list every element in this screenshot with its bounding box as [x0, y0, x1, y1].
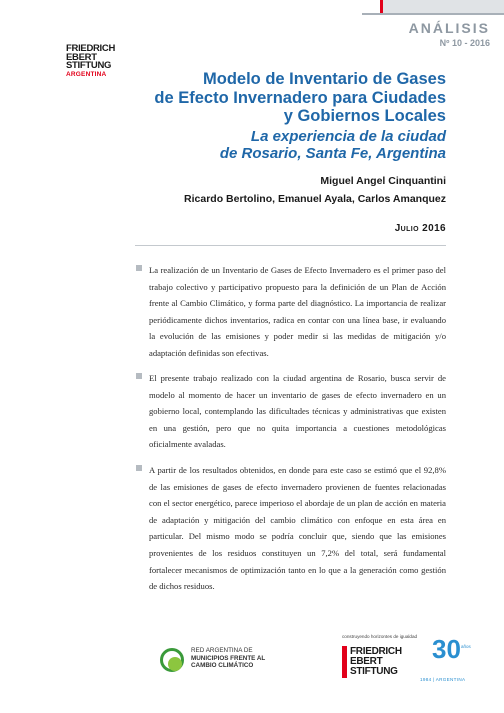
- issue-number: Nº 10 - 2016: [439, 38, 490, 48]
- anniversary-unit: años: [461, 644, 471, 649]
- red-logo-line-3: CAMBIO CLIMÁTICO: [191, 662, 254, 670]
- red-logo-line-2: MUNICIPIOS FRENTE AL: [191, 654, 266, 662]
- anniversary-range: 1984 | ARGENTINA: [420, 677, 466, 682]
- main-author: Miguel Angel Cinquantini: [320, 175, 446, 187]
- section-label: ANÁLISIS: [408, 20, 490, 36]
- header-tab-accent: [380, 0, 383, 14]
- red-municipios-logo: [160, 647, 320, 683]
- bullet-square-icon: [136, 373, 142, 379]
- subtitle-line-2: de Rosario, Santa Fe, Argentina: [219, 145, 446, 162]
- bullet-square-icon: [136, 465, 142, 471]
- anniversary-number: 30: [432, 634, 461, 664]
- header-rule: [362, 13, 504, 15]
- paragraph-text: La realización de un Inventario de Gases de Efecto Invernadero es el primer paso del trabajo colectivo y participativo propuesto para la definición de un Plan de Acción frente al Cambio Climático, y forma parte del diagnóstico. La importancia de realizar periódicamente dichos inventarios, radica en contar con una línea base, ir evaluando la evolución de las emisiones y poder medir si las medidas de mitigación y/o adaptación definidas son efectivas.: [149, 265, 446, 358]
- fes-red-bar: [342, 646, 347, 678]
- globe-icon: [160, 648, 184, 672]
- fes-logo-word-1: FRIEDRICH: [66, 43, 116, 54]
- fes-word-3: STIFTUNG: [350, 666, 398, 677]
- fes-30-years-logo: [342, 634, 478, 690]
- co-authors: Ricardo Bertolino, Emanuel Ayala, Carlos Amanquez: [184, 193, 446, 205]
- red-logo-line-1: RED ARGENTINA DE: [191, 647, 253, 654]
- header-tab: [382, 0, 504, 14]
- fes-word-2: EBERT: [350, 656, 383, 667]
- title-line-2: de Efecto Invernadero para Ciudades: [154, 88, 446, 107]
- fes-logo-word-2: EBERT: [66, 51, 97, 63]
- paragraph-1: [149, 262, 446, 362]
- fes-word-1: FRIEDRICH: [350, 646, 402, 657]
- paragraph-3: [149, 462, 446, 595]
- title-line-1: Modelo de Inventario de Gases: [203, 70, 446, 88]
- paragraph-2: [149, 370, 446, 453]
- title-line-3: y Gobiernos Locales: [283, 107, 446, 125]
- document-title: [126, 70, 446, 126]
- subtitle-line-1: La experiencia de la ciudad: [250, 128, 446, 145]
- paragraph-text: A partir de los resultados obtenidos, en donde para este caso se estimó que el 92,8% de las emisiones de gases de efecto invernadero provienen de fuentes relacionadas con el sector energético, parece imperioso el abordaje de un plan de acción en materia de adaptación y mitigación del cambio climático con enfoque en esta área en particular. Del mismo modo se podría concluir que, siendo que las emisiones provenientes de los residuos constituyen un 7,2% del total, será fundamental fortalecer mecanismos de optimización tanto en lo que a la generación como gestión de dichos residuos.: [149, 465, 446, 592]
- fes-tagline: construyendo horizontes de igualdad: [342, 634, 418, 639]
- divider: [135, 245, 446, 246]
- paragraph-text: El presente trabajo realizado con la ciudad argentina de Rosario, busca servir de modelo al momento de hacer un inventario de gases de efecto invernadero en un gobierno local, contemplando las dificultades técnicas y administrativas que existen en una gestión, pero que no quita importancia a cuestiones metodológicas oficialmente avaladas.: [149, 373, 446, 450]
- publication-date: Julio 2016: [394, 223, 446, 234]
- fes-logo-word-3: STIFTUNG: [66, 60, 112, 71]
- fes-logo-country: ARGENTINA: [66, 70, 107, 78]
- bullet-square-icon: [136, 265, 142, 271]
- document-subtitle: [126, 128, 446, 162]
